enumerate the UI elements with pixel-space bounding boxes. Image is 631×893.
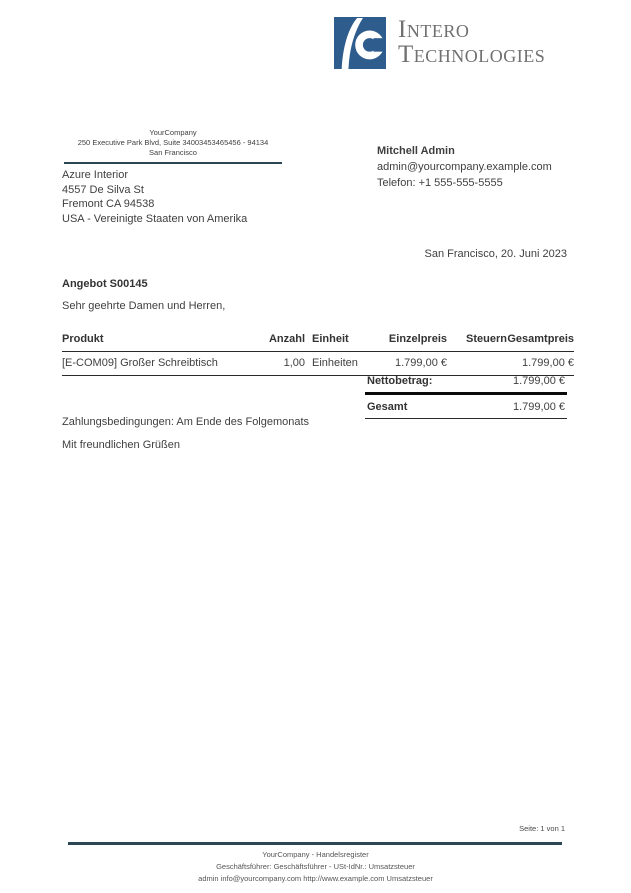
cell-einzelpreis: 1.799,00 € [382,352,447,376]
table-header-row [62,328,574,352]
payment-terms: Zahlungsbedingungen: Am Ende des Folgemonats [62,416,310,428]
intero-logo-icon [334,16,386,75]
header-einzelpreis: Einzelpreis [382,328,447,352]
gesamt-label: Gesamt [367,401,408,413]
total-row-netto [365,369,567,395]
contact-name: Mitchell Admin [377,145,455,157]
closing-line: Mit freundlichen Grüßen [62,439,180,451]
footer-line-1: YourCompany - Handelsregister [262,850,369,859]
logo-line-2: Technologies [398,41,546,68]
header-einheit: Einheit [305,328,382,352]
sender-city: San Francisco [149,148,197,157]
sender-address-block [64,128,282,164]
footer-line-3: admin info@yourcompany.com http://www.example.com Umsatzsteuer [198,874,433,883]
recipient-country: USA - Vereinigte Staaten von Amerika [62,212,248,225]
recipient-name: Azure Interior [62,169,129,181]
cell-produkt: [E-COM09] Großer Schreibtisch [62,352,247,376]
recipient-city: Fremont CA 94538 [62,198,155,210]
recipient-street: 4557 De Silva St [62,183,144,196]
contact-phone: Telefon: +1 555-555-5555 [377,177,503,189]
cell-anzahl: 1,00 [247,352,305,376]
header-gesamtpreis: Gesamtpreis [507,328,574,352]
sender-company: YourCompany [149,128,197,137]
footer-block [0,849,631,885]
header-produkt: Produkt [62,328,247,352]
total-row-gesamt [365,395,567,419]
page-indicator: Seite: 1 von 1 [519,824,565,833]
footer-line-2: Geschäftsführer: Geschäftsführer - USt-IdNr.: Umsatzsteuer [216,862,415,871]
cell-einheit: Einheiten [305,352,382,376]
header-anzahl: Anzahl [247,328,305,352]
company-logo [334,16,545,75]
gesamt-value: 1.799,00 € [513,401,565,413]
cell-gesamtpreis: 1.799,00 € [507,352,574,376]
contact-email: admin@yourcompany.example.com [377,161,552,173]
footer-divider [68,842,562,845]
header-steuern: Steuern [447,328,507,352]
recipient-address-block [62,168,247,226]
salutation: Sehr geehrte Damen und Herren, [62,300,226,312]
netto-label: Nettobetrag: [367,375,433,387]
logo-line-1: Intero [398,16,470,43]
document-title: Angebot S00145 [62,278,148,290]
totals-block [365,369,567,419]
contact-block [377,143,552,191]
document-date: San Francisco, 20. Juni 2023 [424,248,567,260]
company-logo-text [398,17,545,67]
sender-street: 250 Executive Park Blvd, Suite 34003453465456 - 94134 [77,138,269,147]
netto-value: 1.799,00 € [513,375,565,387]
